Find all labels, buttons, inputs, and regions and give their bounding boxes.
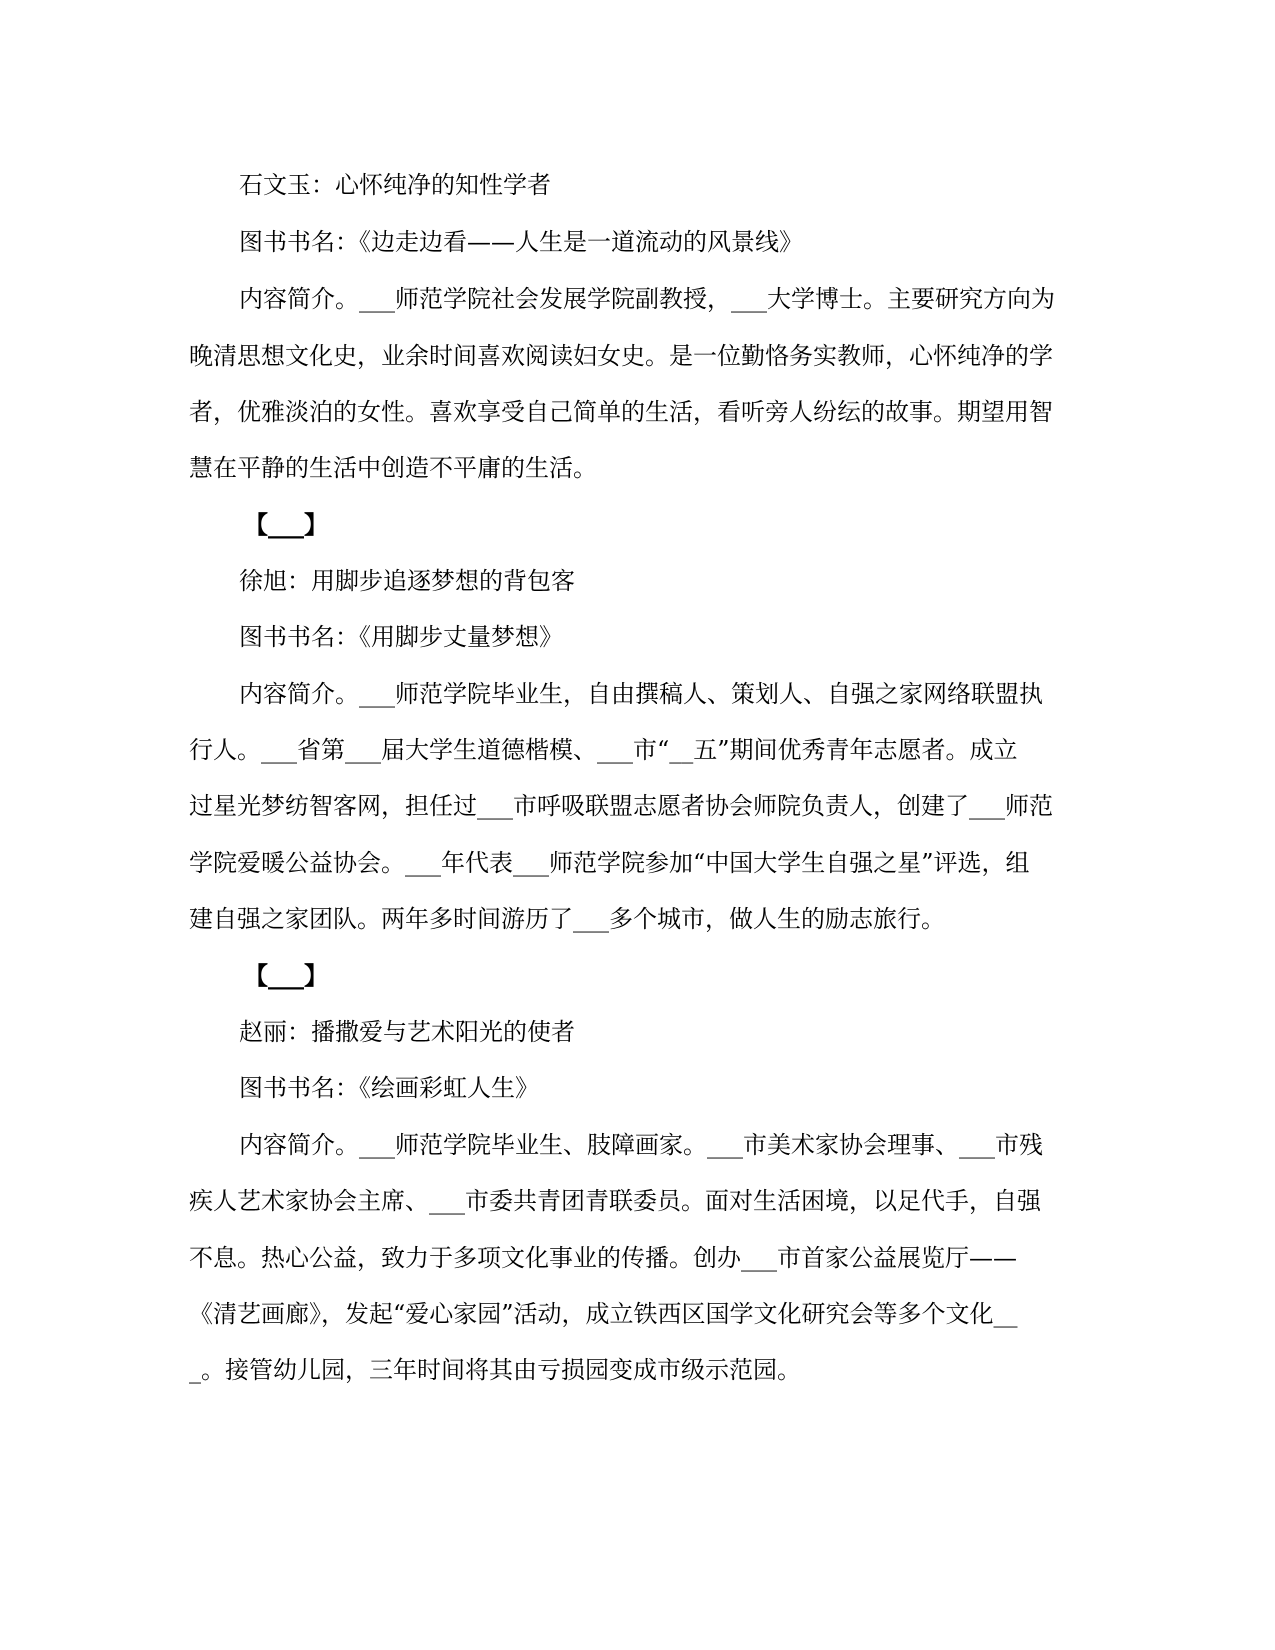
intro-line: 不息。热心公益，致力于多项文化事业的传播。创办___市首家公益展览厅—— xyxy=(189,1244,1017,1272)
intro-line: 晚清思想文化史，业余时间喜欢阅读妇女史。是一位勤恪务实教师，心怀纯净的学 xyxy=(189,342,1053,370)
intro-line: 学院爱暖公益协会。___年代表___师范学院参加“中国大学生自强之星”评选，组 xyxy=(189,849,1030,877)
intro-line: 《清艺画廊》，发起“爱心家园”活动，成立铁西区国学文化研究会等多个文化__ xyxy=(189,1300,1018,1328)
profile-heading: 徐旭：用脚步追逐梦想的背包客 xyxy=(239,567,575,595)
intro-line: 行人。___省第___届大学生道德楷模、___市“__五”期间优秀青年志愿者。成立 xyxy=(189,736,1018,764)
intro-line: _。接管幼儿园，三年时间将其由亏损园变成市级示范园。 xyxy=(189,1356,801,1384)
book-title: 图书书名：《用脚步丈量梦想》 xyxy=(239,623,563,651)
section-marker: 【___】 xyxy=(244,961,328,990)
profile-heading: 石文玉：心怀纯净的知性学者 xyxy=(239,171,551,199)
intro-line: 内容简介。___师范学院社会发展学院副教授，___大学博士。主要研究方向为 xyxy=(239,285,1055,313)
intro-line: 慧在平静的生活中创造不平庸的生活。 xyxy=(189,454,597,482)
book-title: 图书书名：《绘画彩虹人生》 xyxy=(239,1074,539,1102)
intro-line: 疾人艺术家协会主席、___市委共青团青联委员。面对生活困境，以足代手，自强 xyxy=(189,1187,1041,1215)
section-marker: 【___】 xyxy=(244,510,328,539)
book-title: 图书书名：《边走边看——人生是一道流动的风景线》 xyxy=(239,228,803,256)
profile-heading: 赵丽：播撒爱与艺术阳光的使者 xyxy=(239,1018,575,1046)
intro-line: 内容简介。___师范学院毕业生，自由撰稿人、策划人、自强之家网络联盟执 xyxy=(239,680,1043,708)
intro-line: 者，优雅淡泊的女性。喜欢享受自己简单的生活，看听旁人纷纭的故事。期望用智 xyxy=(189,398,1053,426)
intro-line: 过星光梦纺智客网，担任过___市呼吸联盟志愿者协会师院负责人，创建了___师范 xyxy=(189,792,1053,820)
intro-line: 内容简介。___师范学院毕业生、肢障画家。___市美术家协会理事、___市残 xyxy=(239,1131,1043,1159)
intro-line: 建自强之家团队。两年多时间游历了___多个城市，做人生的励志旅行。 xyxy=(189,905,945,933)
